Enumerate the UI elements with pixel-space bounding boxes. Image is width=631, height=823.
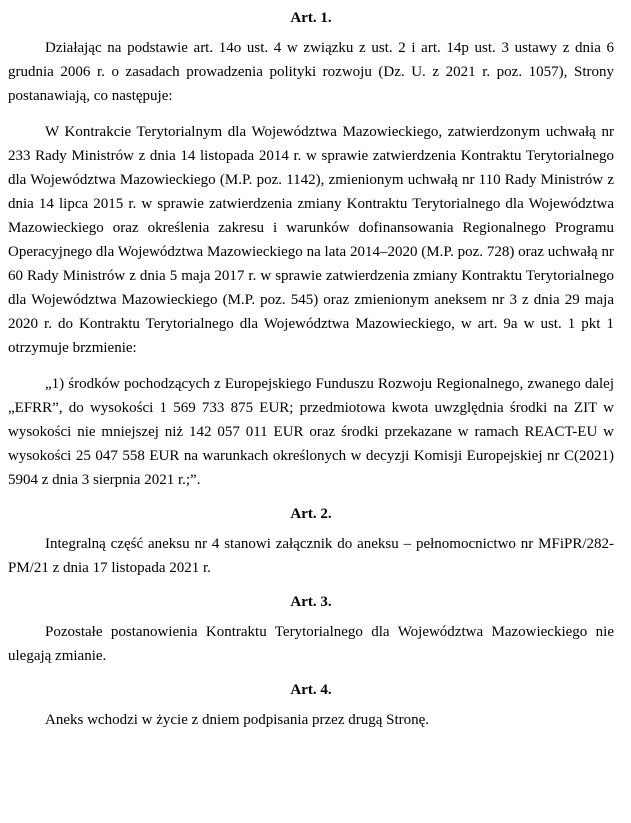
article-2-paragraph-1: Integralną część aneksu nr 4 stanowi załącznik do aneksu – pełnomocnictwo nr MFiPR/282-PM/21 z dnia 17 listopada 2021 r. xyxy=(8,536,614,576)
article-1-paragraph-3: „1) środków pochodzących z Europejskiego Funduszu Rozwoju Regionalnego, zwanego dalej „EFRR”, do wysokości 1 569 733 875 EUR; przedmiotowa kwota uwzględnia środki na ZIT w wysokości nie mniejszej niż 142 057 011 EUR oraz środki przekazane w ramach REACT-EU w wysokości 25 047 558 EUR na warunkach określonych w decyzji Komisji Europejskiej nr C(2021) 5904 z dnia 3 sierpnia 2021 r.;”. xyxy=(8,376,614,488)
article-3-heading: Art. 3. xyxy=(290,594,332,610)
article-4-heading: Art. 4. xyxy=(290,682,332,698)
article-2-heading: Art. 2. xyxy=(290,506,332,522)
article-4-paragraph-1: Aneks wchodzi w życie z dniem podpisania przez drugą Stronę. xyxy=(45,712,430,728)
article-1-paragraph-1: Działając na podstawie art. 14o ust. 4 w związku z ust. 2 i art. 14p ust. 3 ustawy z dnia 6 grudnia 2006 r. o zasadach prowadzenia polityki rozwoju (Dz. U. z 2021 r. poz. 1057), Strony postanawiają, co następuje: xyxy=(8,40,614,104)
document-page xyxy=(8,0,614,732)
article-1-paragraph-2: W Kontrakcie Terytorialnym dla Województwa Mazowieckiego, zatwierdzonym uchwałą nr 233 Rady Ministrów z dnia 14 listopada 2014 r. w sprawie zatwierdzenia Kontraktu Terytorialnego dla Województwa Mazowieckiego (M.P. poz. 1142), zmienionym uchwałą nr 110 Rady Ministrów z dnia 14 lipca 2015 r. w sprawie zatwierdzenia zmiany Kontraktu Terytorialnego dla Województwa Mazowieckiego oraz określenia zakresu i warunków dofinansowania Regionalnego Programu Operacyjnego dla Województwa Mazowieckiego na lata 2014–2020 (M.P. poz. 728) oraz uchwałą nr 60 Rady Ministrów z dnia 5 maja 2017 r. w sprawie zatwierdzenia zmiany Kontraktu Terytorialnego dla Województwa Mazowieckiego (M.P. poz. 545) oraz zmienionym aneksem nr 3 z dnia 29 maja 2020 r. do Kontraktu Terytorialnego dla Województwa Mazowieckiego, w art. 9a w ust. 1 pkt 1 otrzymuje brzmienie: xyxy=(8,124,614,356)
article-3-paragraph-1: Pozostałe postanowienia Kontraktu Terytorialnego dla Województwa Mazowieckiego nie ulegają zmianie. xyxy=(8,624,614,664)
article-1-heading: Art. 1. xyxy=(290,10,332,26)
